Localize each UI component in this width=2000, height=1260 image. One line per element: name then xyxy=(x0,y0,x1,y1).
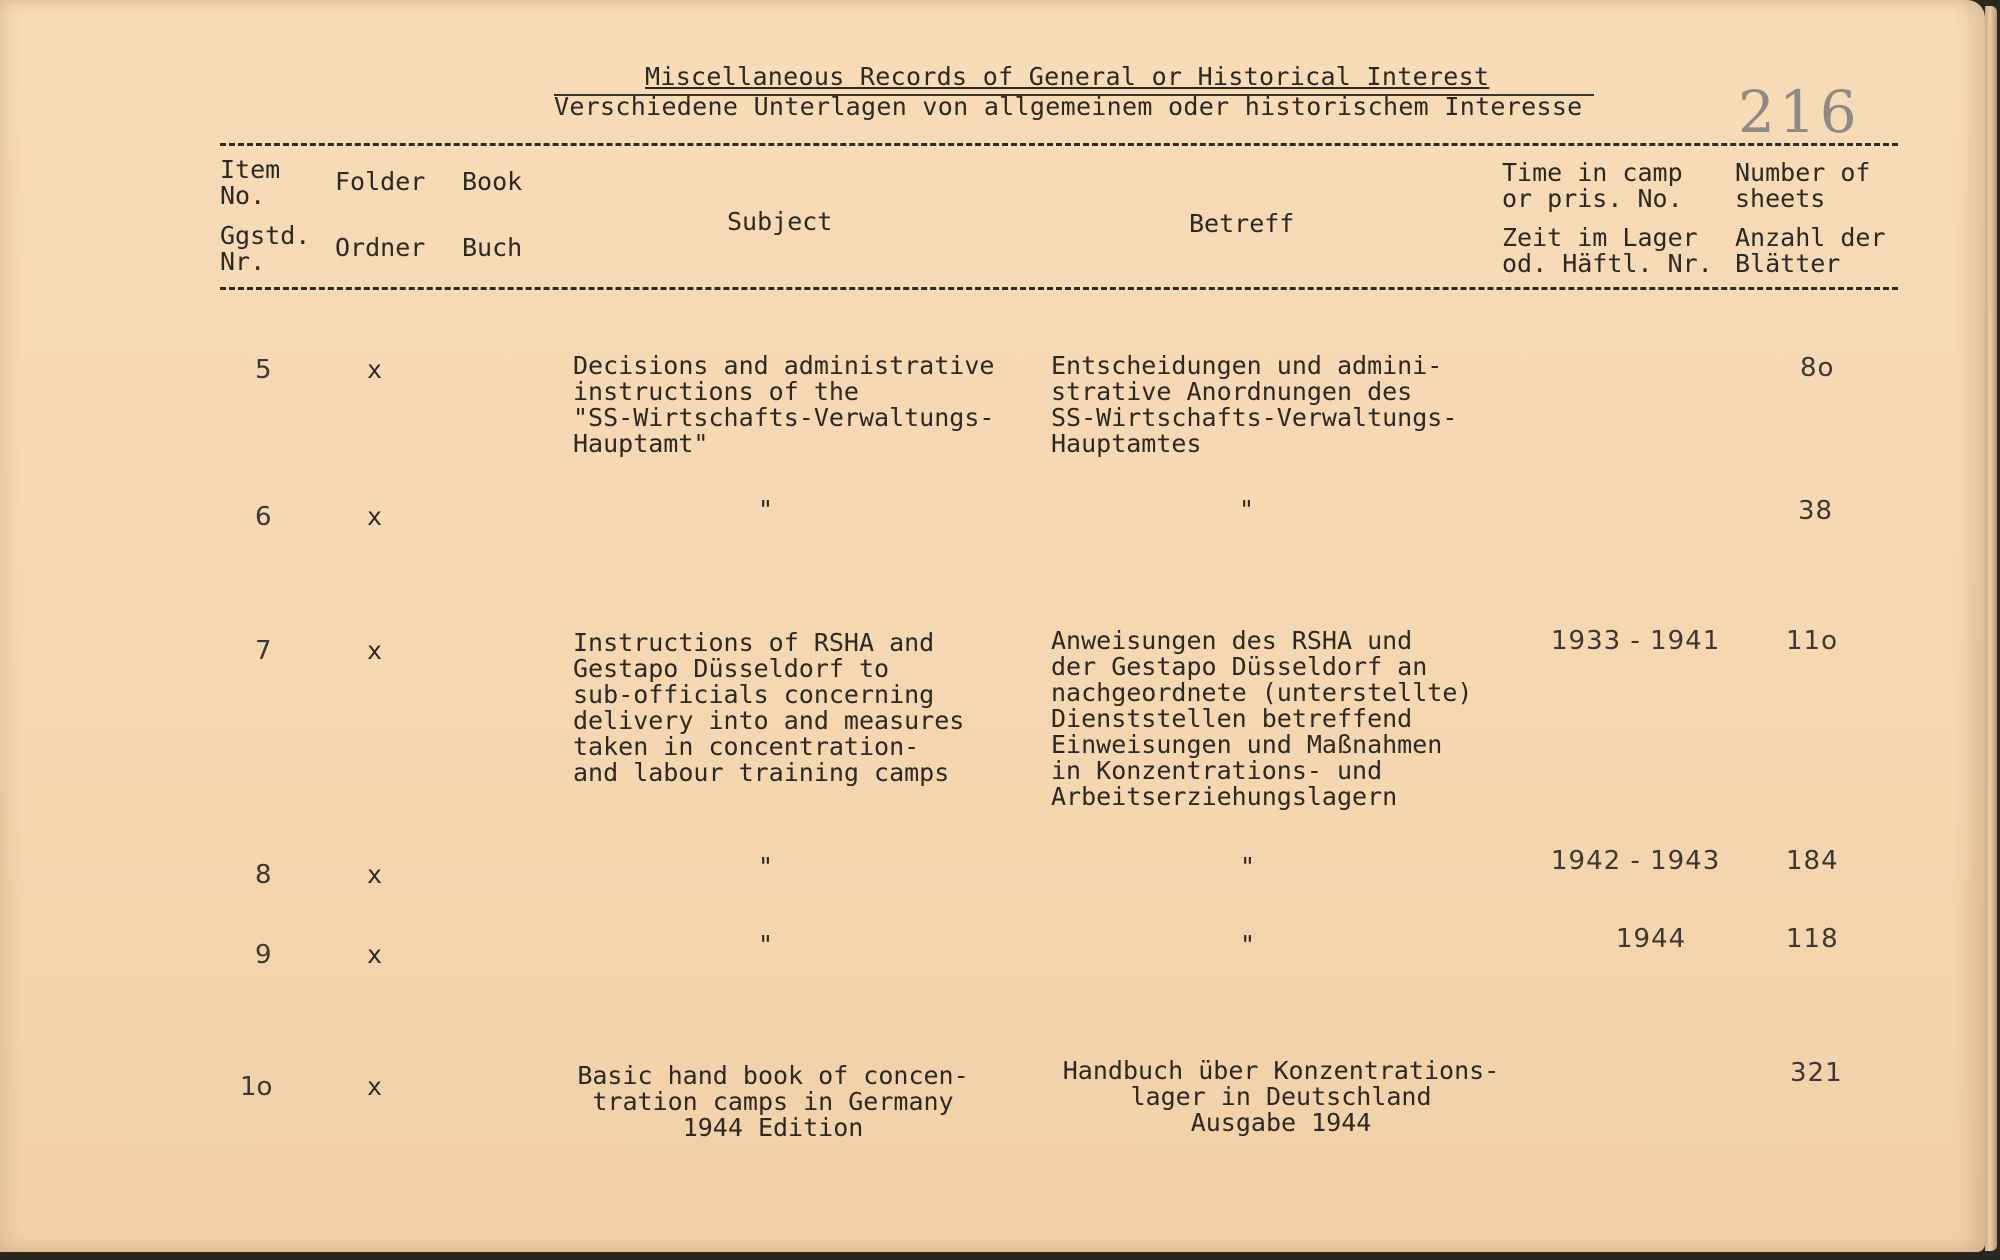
title-german: Verschiedene Unterlagen von allgemeinem oder historischem Interesse xyxy=(554,92,1583,121)
row-betreff: Entscheidungen und admini- strative Anordnungen des SS-Wirtschafts-Verwaltungs- Hauptamtes xyxy=(1051,351,1458,458)
row-subject-ditto: " xyxy=(758,930,774,959)
row-subject: Basic hand book of concen- tration camps in Germany 1944 Edition xyxy=(577,1061,969,1142)
row-folder-mark: x xyxy=(367,636,383,665)
header-book-de: Buch xyxy=(462,233,523,262)
row-item-number: 5 xyxy=(255,355,272,385)
row-folder-mark: x xyxy=(367,502,383,531)
header-sheets-en: Number of sheets xyxy=(1735,158,1871,213)
row-time: 1933 - 1941 xyxy=(1551,626,1721,656)
row-betreff-ditto: " xyxy=(1240,852,1256,881)
row-subject: Decisions and administrative instructions of the "SS-Wirtschafts-Verwaltungs- Hauptamt" xyxy=(573,351,995,458)
row-sheets: 38 xyxy=(1798,496,1834,526)
row-item-number: 8 xyxy=(255,860,272,890)
row-item-number: 9 xyxy=(255,940,272,970)
page-number: 216 xyxy=(1738,78,1861,146)
header-bottom-rule xyxy=(220,287,1898,290)
row-sheets: 118 xyxy=(1786,924,1839,954)
row-sheets: 8o xyxy=(1800,353,1835,383)
row-sheets: 11o xyxy=(1786,626,1838,656)
row-item-number: 6 xyxy=(255,502,272,532)
row-betreff-ditto: " xyxy=(1239,495,1255,524)
row-betreff: Anweisungen des RSHA und der Gestapo Düsseldorf an nachgeordnete (unterstellte) Dienststellen betreffend Einweisungen und Maßnahmen in Konzentrations- und Arbeitserziehungslagern xyxy=(1051,626,1473,811)
row-betreff: Handbuch über Konzentrations- lager in Deutschland Ausgabe 1944 xyxy=(1062,1056,1500,1137)
header-book-en: Book xyxy=(462,167,523,196)
header-top-rule xyxy=(220,143,1898,146)
row-item-number: 1o xyxy=(240,1072,273,1102)
row-time: 1942 - 1943 xyxy=(1551,846,1721,876)
page-edge xyxy=(1985,6,1997,1251)
row-betreff-ditto: " xyxy=(1240,930,1256,959)
header-subject: Subject xyxy=(727,207,833,236)
header-item-en: Item No. xyxy=(220,155,281,210)
row-folder-mark: x xyxy=(367,1072,383,1101)
row-time: 1944 xyxy=(1616,924,1687,954)
row-subject-ditto: " xyxy=(758,495,774,524)
header-folder-de: Ordner xyxy=(335,233,426,262)
row-folder-mark: x xyxy=(367,355,383,384)
row-sheets: 184 xyxy=(1786,846,1839,876)
row-folder-mark: x xyxy=(367,940,383,969)
title-english: Miscellaneous Records of General or Historical Interest xyxy=(645,62,1490,91)
row-subject-ditto: " xyxy=(758,852,774,881)
header-betreff: Betreff xyxy=(1189,209,1295,238)
row-folder-mark: x xyxy=(367,860,383,889)
header-folder-en: Folder xyxy=(335,167,426,196)
header-time-de: Zeit im Lager od. Häftl. Nr. xyxy=(1502,223,1713,278)
header-time-en: Time in camp or pris. No. xyxy=(1502,158,1683,213)
row-sheets: 321 xyxy=(1790,1058,1843,1088)
row-item-number: 7 xyxy=(255,636,272,666)
row-subject: Instructions of RSHA and Gestapo Düsseldorf to sub-officials concerning delivery into and measures taken in concentration- and labour training camps xyxy=(573,628,965,787)
header-sheets-de: Anzahl der Blätter xyxy=(1735,223,1886,278)
header-item-de: Ggstd. Nr. xyxy=(220,221,311,276)
